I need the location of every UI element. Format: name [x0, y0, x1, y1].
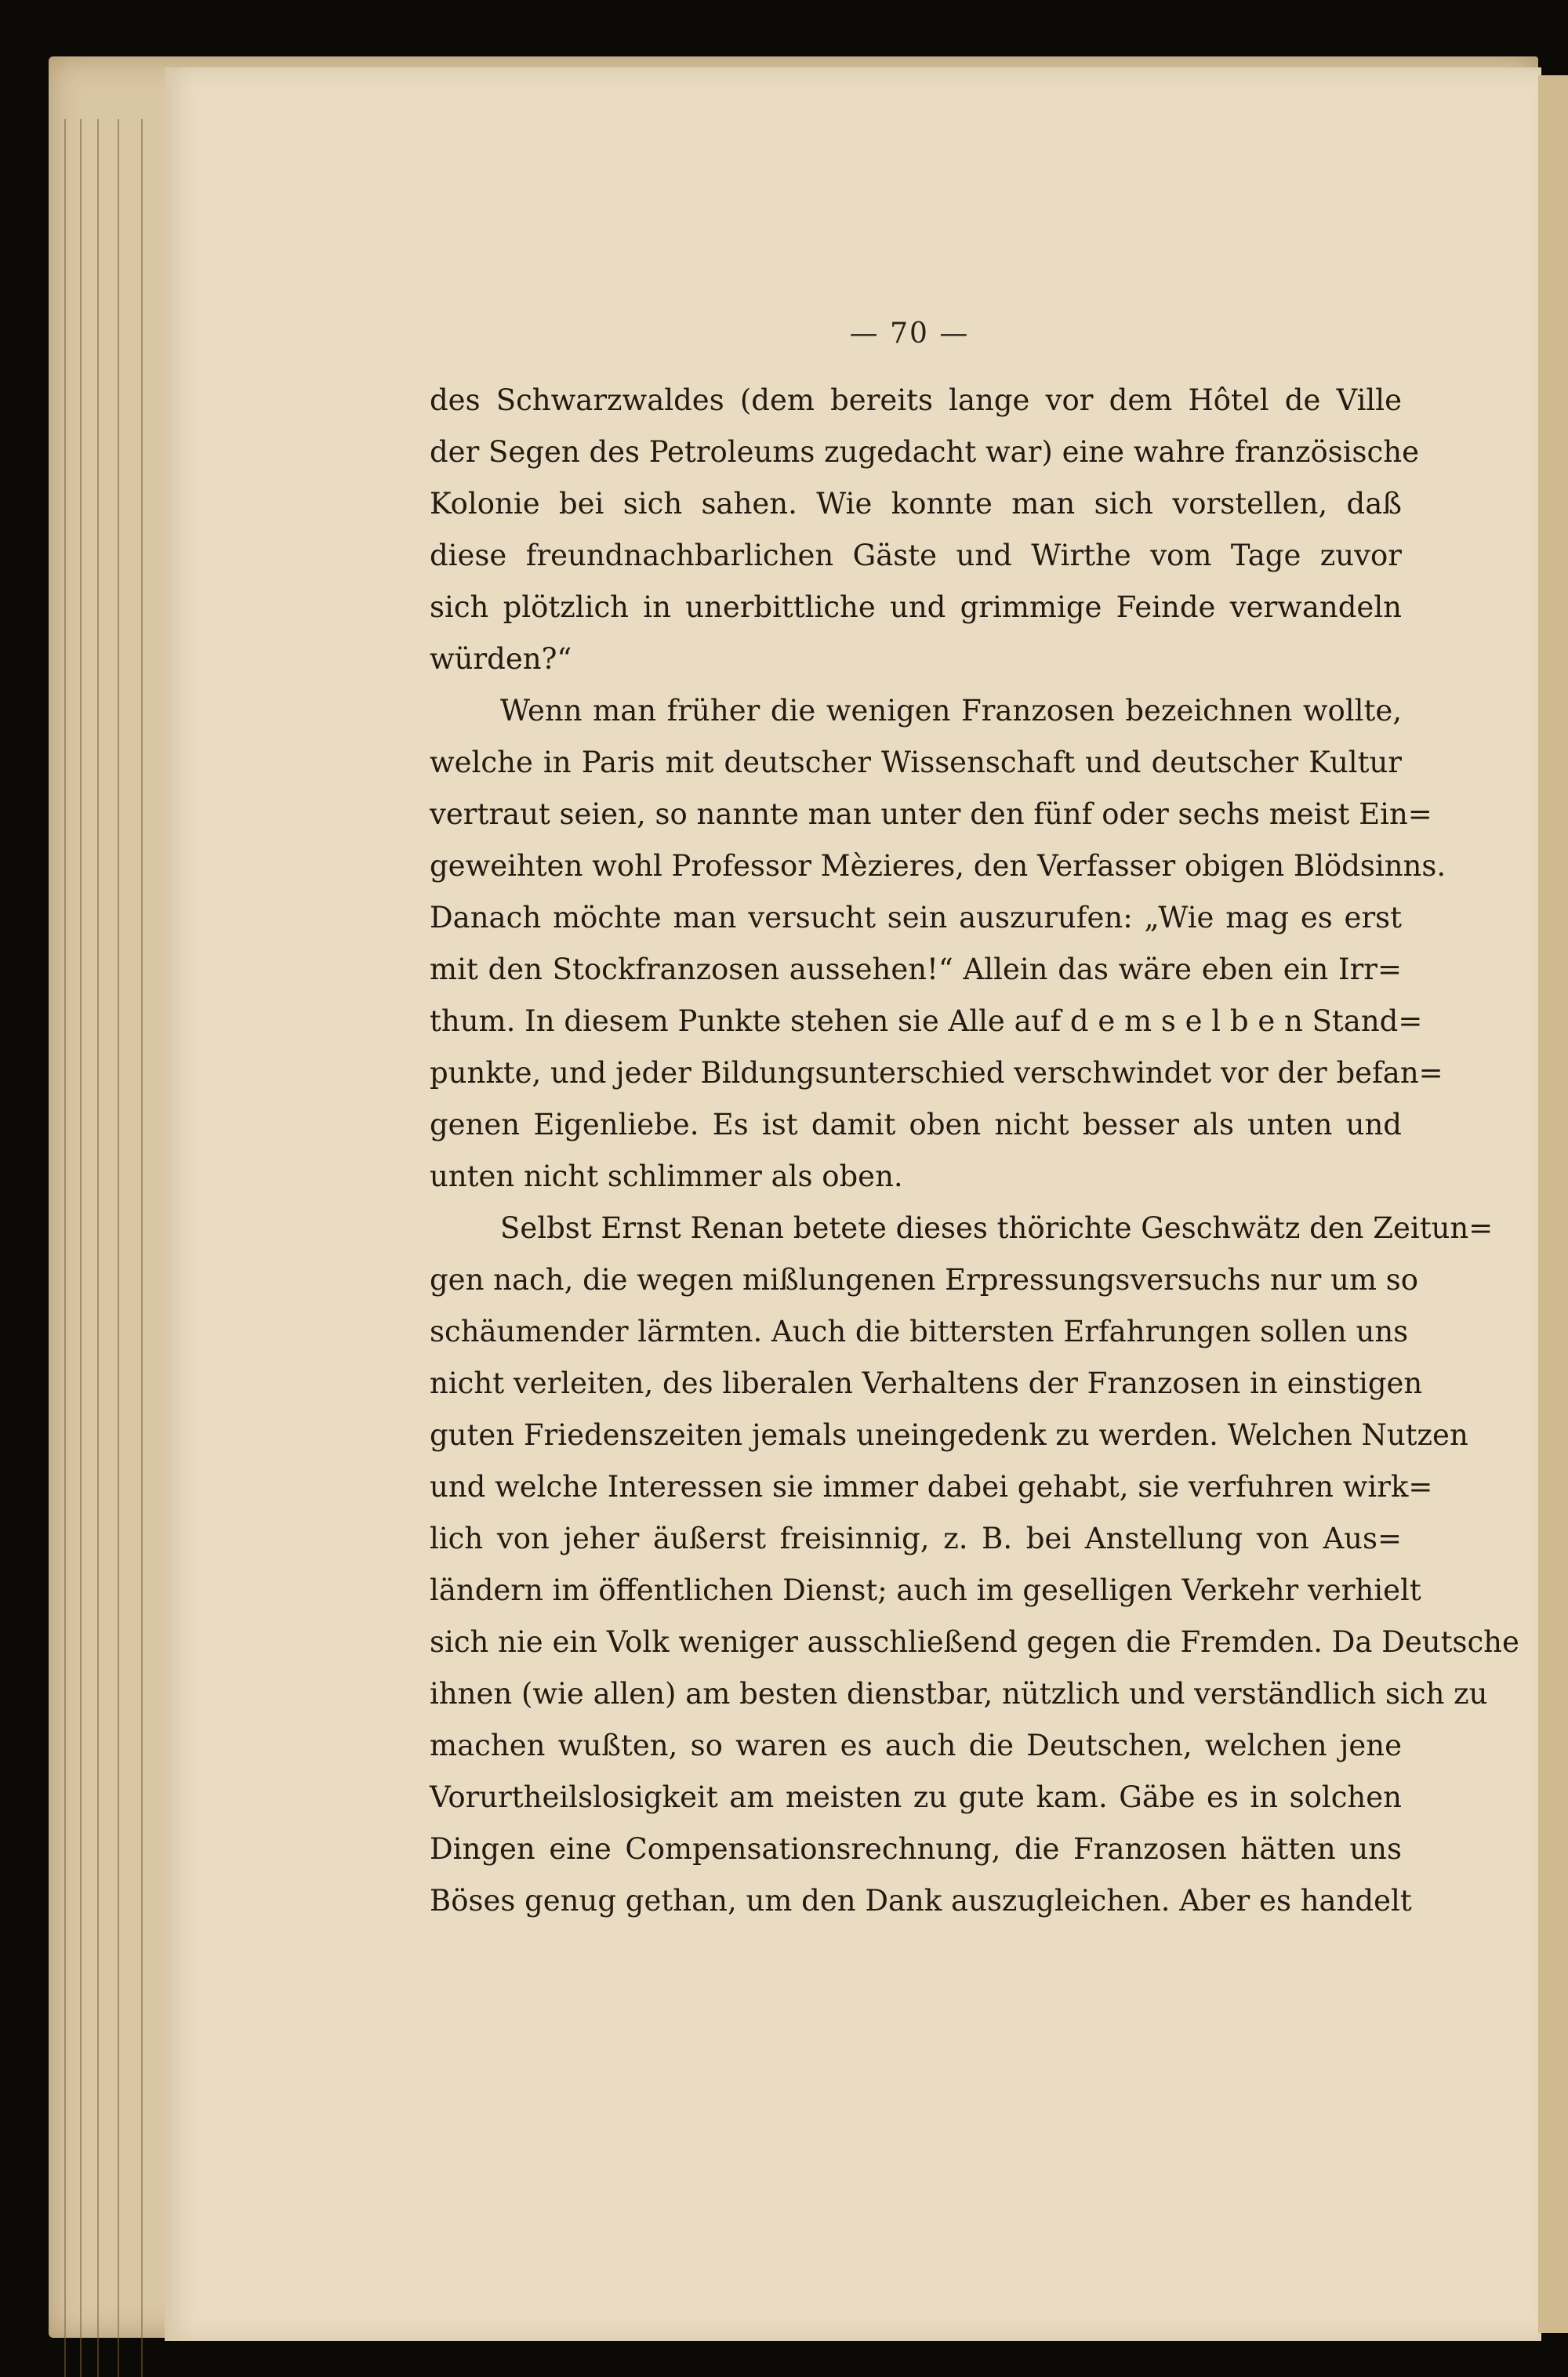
- text-line: Selbst Ernst Renan betete dieses thörichte Geschwätz den Zeitun=: [500, 1211, 1494, 1245]
- text-line: unten nicht schlimmer als oben.: [430, 1159, 903, 1193]
- text-line: und welche Interessen sie immer dabei gehabt, sie verfuhren wirk=: [430, 1470, 1433, 1504]
- text-line: der Segen des Petroleums zugedacht war) eine wahre französische: [430, 435, 1419, 469]
- text-line: mit den Stockfranzosen aussehen!“ Allein das wäre eben ein Irr=: [430, 953, 1402, 986]
- text-line: würden?“: [430, 642, 572, 676]
- text-line: lich von jeher äußerst freisinnig, z. B. bei Anstellung von Aus=: [430, 1522, 1402, 1555]
- text-line: geweihten wohl Professor Mèzieres, den Verfasser obigen Blödsinns.: [430, 849, 1446, 883]
- facing-page-edge: [1538, 75, 1568, 2333]
- text-line: ihnen (wie allen) am besten dienstbar, nützlich und verständlich sich zu: [430, 1677, 1488, 1711]
- page-edge: [97, 119, 99, 2377]
- page-edge: [118, 119, 119, 2377]
- text-line: vertraut seien, so nannte man unter den fünf oder sechs meist Ein=: [430, 797, 1432, 831]
- text-line: schäumender lärmten. Auch die bittersten Erfahrungen sollen uns: [430, 1315, 1409, 1348]
- text-line: nicht verleiten, des liberalen Verhaltens der Franzosen in einstigen: [430, 1366, 1423, 1400]
- text-line: Wenn man früher die wenigen Franzosen bezeichnen wollte,: [500, 694, 1402, 728]
- text-line: Dingen eine Compensationsrechnung, die Franzosen hätten uns: [430, 1832, 1402, 1866]
- page-edge: [64, 119, 66, 2377]
- page-number: — 70 —: [849, 318, 970, 350]
- body-text: [430, 375, 1519, 1927]
- text-line: welche in Paris mit deutscher Wissenschaft und deutscher Kultur: [430, 746, 1402, 779]
- text-line: machen wußten, so waren es auch die Deutschen, welchen jene: [430, 1729, 1402, 1762]
- text-line: punkte, und jeder Bildungsunterschied verschwindet vor der befan=: [430, 1056, 1443, 1090]
- text-line: des Schwarzwaldes (dem bereits lange vor dem Hôtel de Ville: [430, 383, 1402, 417]
- text-line: Danach möchte man versucht sein auszurufen: „Wie mag es erst: [430, 901, 1402, 934]
- text-line: guten Friedenszeiten jemals uneingedenk zu werden. Welchen Nutzen: [430, 1418, 1468, 1452]
- text-line: gen nach, die wegen mißlungenen Erpressungsversuchs nur um so: [430, 1263, 1418, 1297]
- text-line: ländern im öffentlichen Dienst; auch im geselligen Verkehr verhielt: [430, 1573, 1421, 1607]
- text-line: Kolonie bei sich sahen. Wie konnte man sich vorstellen, daß: [430, 487, 1402, 521]
- text-line: thum. In diesem Punkte stehen sie Alle auf d e m s e l b e n Stand=: [430, 1004, 1423, 1038]
- page-edge: [80, 119, 82, 2377]
- text-line: genen Eigenliebe. Es ist damit oben nicht besser als unten und: [430, 1108, 1402, 1141]
- text-line: sich plötzlich in unerbittliche und grimmige Feinde verwandeln: [430, 590, 1402, 624]
- page-edge: [141, 119, 143, 2377]
- text-line: Vorurtheilslosigkeit am meisten zu gute kam. Gäbe es in solchen: [430, 1780, 1402, 1814]
- text-line: Böses genug gethan, um den Dank auszugleichen. Aber es handelt: [430, 1884, 1412, 1918]
- text-line: diese freundnachbarlichen Gäste und Wirthe vom Tage zuvor: [430, 539, 1402, 572]
- text-line: sich nie ein Volk weniger ausschließend gegen die Fremden. Da Deutsche: [430, 1625, 1519, 1659]
